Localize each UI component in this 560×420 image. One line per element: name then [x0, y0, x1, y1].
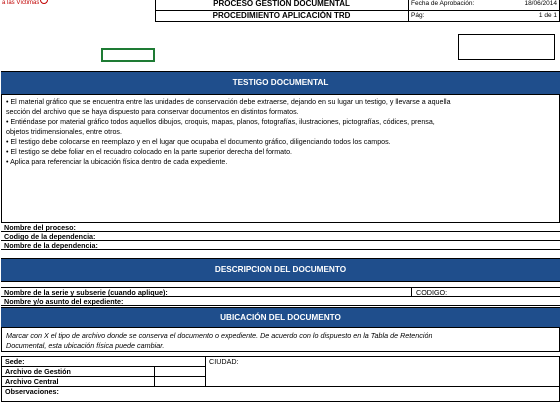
logo-mark-icon [40, 0, 48, 4]
section-header-descripcion [1, 258, 560, 282]
bullet-line: • El testigo debe colocarse en reemplazo y en el lugar que ocupaba el documento gráfico, diligenciando todos los campos. [6, 138, 391, 146]
procedure-title: PROCEDIMIENTO APLICACIÓN TRD [212, 11, 351, 20]
folio-box[interactable] [458, 34, 555, 60]
archivo-gestion-label: Archivo de Gestión [5, 367, 71, 376]
page-label: Pág: [411, 12, 425, 19]
ciudad-label: CIUDAD: [209, 357, 239, 366]
bullet-line: • Entiéndase por material gráfico todos aquellos dibujos, croquis, mapas, planos, fotografías, ilustraciones, pictografías, códices, prensa, [6, 118, 435, 126]
header-area [0, 0, 560, 22]
field-label: Codigo de la dependencia: [4, 232, 96, 241]
instructions-line: Marcar con X el tipo de archivo donde se conserva el documento o expediente. De acuerdo con lo dispuesto en la Tabla de Retención [6, 331, 433, 340]
section-title-ubicacion: UBICACIÓN DEL DOCUMENTO [220, 313, 341, 322]
approval-date-value: 18/06/2014 [524, 0, 557, 7]
selected-cell[interactable] [101, 48, 155, 62]
field-row-proceso[interactable] [1, 223, 560, 232]
observaciones-label: Observaciones: [5, 387, 59, 396]
instructions-line: Documental, esta ubicación física puede cambiar. [6, 341, 165, 350]
section-header-ubicacion-bar [1, 307, 560, 328]
field-row-asunto[interactable] [1, 297, 560, 306]
bullet-line: • El material gráfico que se encuentra entre las unidades de conservación debe extraerse, dejando en su lugar un testigo, y llevarse a aquella [6, 98, 451, 106]
field-label: Nombre del proceso: [4, 223, 76, 232]
process-title: PROCESO GESTION DOCUMENTAL [213, 0, 350, 8]
field-row-codigo-dependencia[interactable] [1, 232, 560, 241]
bullet-line: sección del archivo que se haya dispuesto para conservar documentos en distintos formatos. [6, 108, 299, 116]
codigo-label: CODIGO: [416, 288, 448, 297]
ubicacion-table [1, 356, 560, 402]
section-title-testigo: TESTIGO DOCUMENTAL [232, 78, 329, 87]
field-label: Nombre de la serie y subserie (cuando aplique): [4, 288, 168, 297]
field-row-serie[interactable] [1, 287, 560, 297]
field-label: Nombre de la dependencia: [4, 241, 98, 250]
testigo-body [1, 95, 560, 222]
archivo-gestion-checkbox[interactable] [155, 367, 205, 376]
bullet-line: objetos tridimensionales, entre otros. [6, 128, 122, 136]
archivo-central-label: Archivo Central [5, 377, 59, 386]
ubicacion-instructions [1, 328, 560, 352]
logo-text: a las Víctimas [2, 0, 40, 6]
field-label: Nombre y/o asunto del expediente: [4, 297, 124, 306]
bullet-line: • El testigo se debe foliar en el recuadro colocado en la parte superior derecha del formato. [6, 148, 293, 156]
page-value: 1 de 1 [538, 12, 557, 19]
field-row-nombre-dependencia[interactable] [1, 241, 560, 250]
section-header-testigo [1, 71, 560, 95]
bullet-line: • Aplica para referenciar la ubicación física dentro de cada expediente. [6, 158, 228, 166]
approval-date-label: Fecha de Aprobación: [411, 0, 475, 7]
section-title-descripcion: DESCRIPCION DEL DOCUMENTO [214, 265, 347, 274]
sede-label: Sede: [5, 357, 25, 366]
archivo-central-checkbox[interactable] [155, 377, 205, 386]
